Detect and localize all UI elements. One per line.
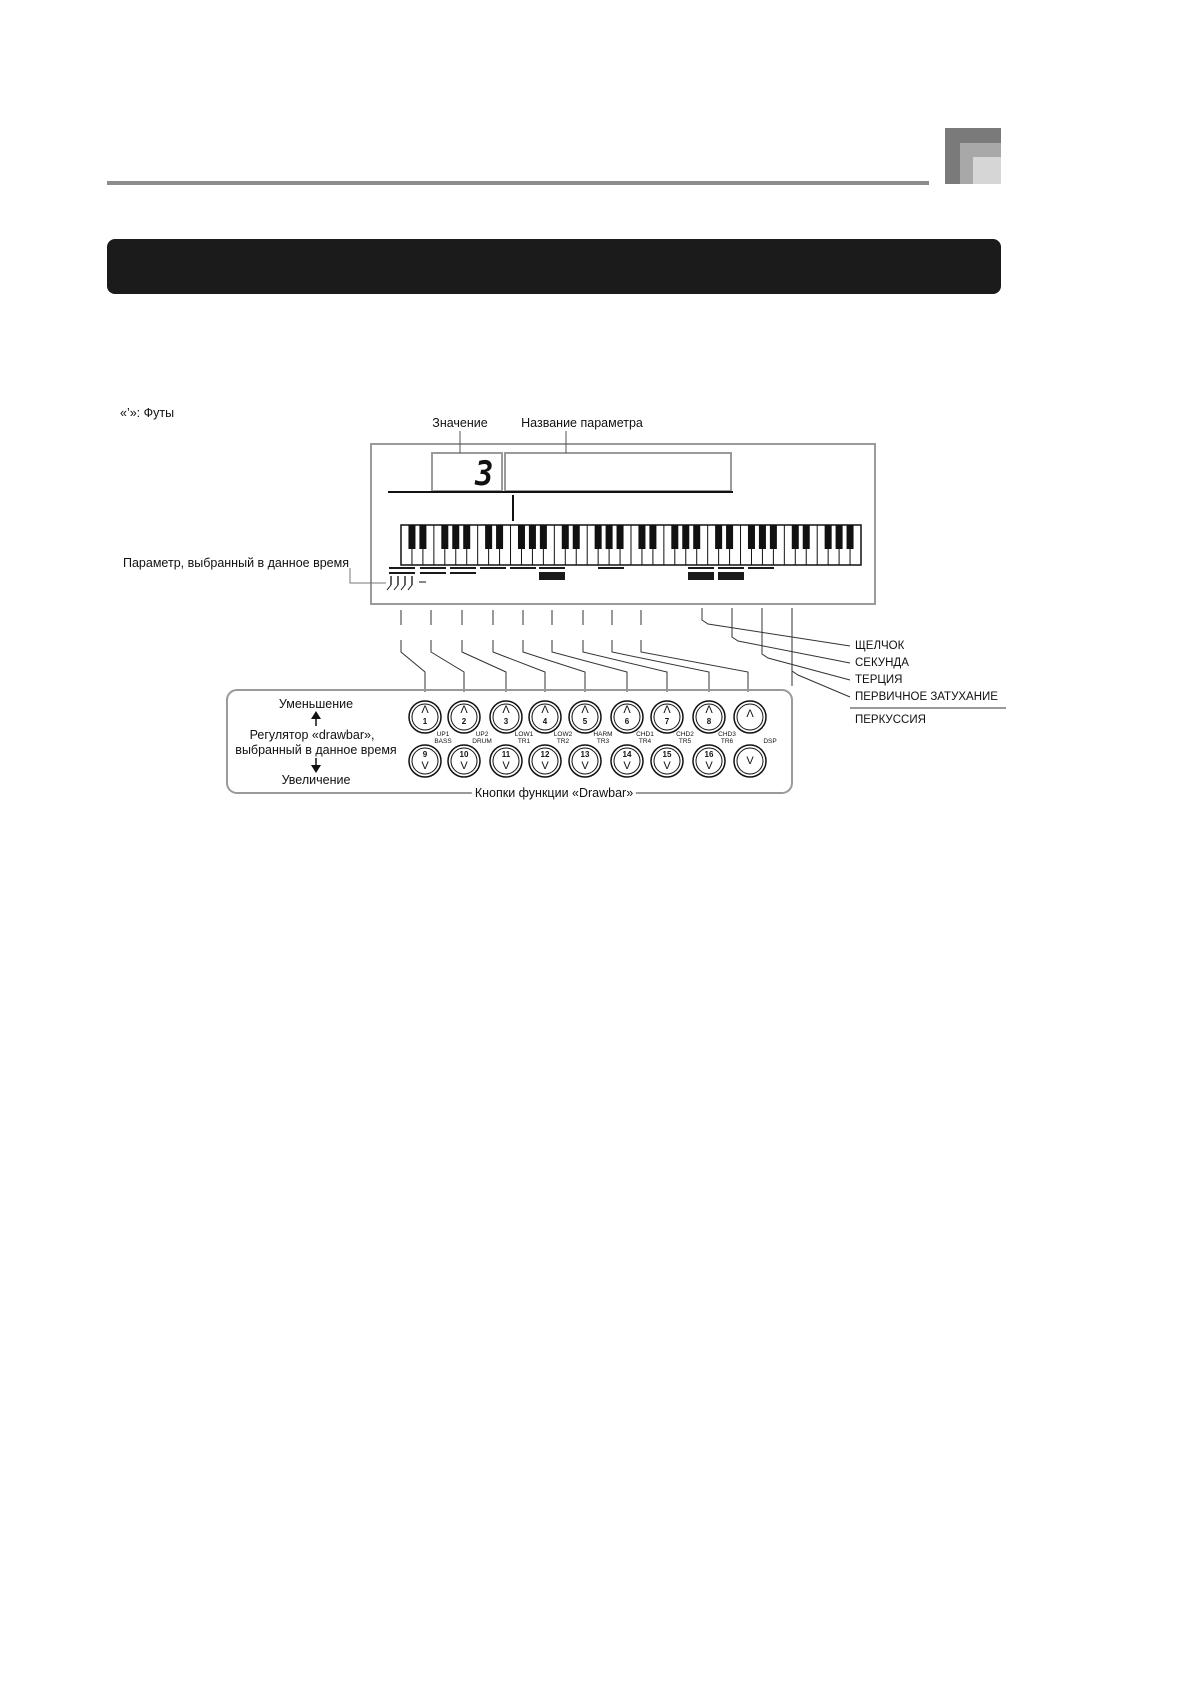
blink-ray bbox=[387, 585, 391, 590]
up-caret-icon: Λ bbox=[460, 704, 468, 716]
param-name-label: Название параметра bbox=[521, 416, 643, 430]
param-name-box bbox=[505, 453, 731, 491]
up-button-number: 6 bbox=[624, 717, 630, 726]
indicator-segment bbox=[718, 572, 744, 580]
black-key bbox=[759, 525, 766, 549]
black-key bbox=[419, 525, 426, 549]
down-button-number: 10 bbox=[459, 750, 469, 759]
leader-line bbox=[552, 640, 627, 692]
down-caret-icon: V bbox=[623, 760, 631, 772]
up-caret-icon: Λ bbox=[541, 704, 549, 716]
black-key bbox=[573, 525, 580, 549]
percussion-click-label: ЩЕЛЧОК bbox=[855, 640, 905, 652]
current-param-label: Параметр, выбранный в данное время bbox=[123, 556, 349, 570]
up-caret-icon: Λ bbox=[502, 704, 510, 716]
down-caret-icon: V bbox=[705, 760, 713, 772]
down-button-number: 16 bbox=[704, 750, 714, 759]
value-label: Значение bbox=[432, 416, 488, 430]
black-key bbox=[617, 525, 624, 549]
indicator-segment bbox=[480, 567, 506, 569]
indicator-segment bbox=[450, 567, 476, 569]
part-label-top: LOW2 bbox=[553, 731, 573, 738]
up-button-number: 5 bbox=[582, 717, 588, 726]
lcd-display bbox=[371, 431, 875, 604]
leader-line bbox=[462, 640, 506, 692]
part-label-top: UP1 bbox=[436, 731, 450, 738]
up-caret-icon: Λ bbox=[663, 704, 671, 716]
black-key bbox=[836, 525, 843, 549]
black-key bbox=[452, 525, 459, 549]
black-key bbox=[693, 525, 700, 549]
down-caret-icon: V bbox=[663, 760, 671, 772]
black-key bbox=[803, 525, 810, 549]
down-button-number: 14 bbox=[622, 750, 632, 759]
part-label-bottom: TR3 bbox=[596, 738, 610, 745]
lcd-frame bbox=[371, 444, 875, 604]
down-caret-icon: V bbox=[460, 760, 468, 772]
up-caret-icon: Λ bbox=[705, 704, 713, 716]
leader-line bbox=[493, 640, 545, 692]
indicator-segment bbox=[389, 572, 415, 574]
indicator-segment bbox=[748, 567, 774, 569]
leader-line bbox=[401, 640, 425, 692]
part-label-bottom: DRUM bbox=[472, 738, 492, 745]
up-caret-icon: Λ bbox=[581, 704, 589, 716]
part-label-bottom: TR1 bbox=[517, 738, 531, 745]
down-button-number: 9 bbox=[422, 750, 428, 759]
leader-line bbox=[641, 640, 748, 692]
part-label-bottom: TR5 bbox=[678, 738, 692, 745]
part-label-bottom: DSP bbox=[763, 738, 777, 745]
black-key bbox=[562, 525, 569, 549]
black-key bbox=[649, 525, 656, 549]
down-button-number: 13 bbox=[580, 750, 590, 759]
down-button-number: 11 bbox=[501, 750, 511, 759]
up-caret-icon: Λ bbox=[746, 708, 754, 720]
indicator-segment bbox=[420, 567, 446, 569]
part-label-bottom: TR2 bbox=[556, 738, 570, 745]
down-caret-icon: V bbox=[746, 755, 754, 767]
part-label-top: LOW1 bbox=[514, 731, 534, 738]
down-caret-icon: V bbox=[421, 760, 429, 772]
indicator-segment bbox=[598, 567, 624, 569]
indicator-segment bbox=[688, 572, 714, 580]
black-key bbox=[540, 525, 547, 549]
down-caret-icon: V bbox=[502, 760, 510, 772]
black-key bbox=[529, 525, 536, 549]
indicator-segment bbox=[420, 572, 446, 574]
black-key bbox=[638, 525, 645, 549]
indicator-bars bbox=[350, 567, 774, 590]
value-digit: 3 bbox=[475, 454, 494, 494]
black-key bbox=[408, 525, 415, 549]
black-key bbox=[748, 525, 755, 549]
black-key bbox=[715, 525, 722, 549]
selector-label-line2: выбранный в данное время bbox=[235, 743, 397, 757]
leader-line bbox=[431, 640, 464, 692]
blink-ray bbox=[401, 585, 405, 590]
up-button-number: 2 bbox=[461, 717, 467, 726]
part-label-top: HARM bbox=[593, 731, 613, 738]
leader-line bbox=[583, 640, 667, 692]
part-label-top: UP2 bbox=[475, 731, 489, 738]
increase-arrow-head bbox=[311, 765, 321, 773]
up-caret-icon: Λ bbox=[623, 704, 631, 716]
indicator-segment bbox=[718, 567, 744, 569]
indicator-segment bbox=[389, 567, 415, 569]
black-key bbox=[606, 525, 613, 549]
percussion-leader bbox=[732, 608, 850, 663]
indicator-segment bbox=[688, 567, 714, 569]
black-key bbox=[595, 525, 602, 549]
down-button-number: 12 bbox=[540, 750, 550, 759]
black-key bbox=[518, 525, 525, 549]
percussion-third-label: ТЕРЦИЯ bbox=[855, 674, 903, 686]
part-label-top: CHD2 bbox=[676, 731, 694, 738]
part-label-bottom: TR6 bbox=[720, 738, 734, 745]
part-label-top: CHD1 bbox=[636, 731, 654, 738]
up-button-number: 4 bbox=[542, 717, 548, 726]
black-key bbox=[825, 525, 832, 549]
part-label-bottom: BASS bbox=[434, 738, 452, 745]
black-key bbox=[671, 525, 678, 549]
part-label-top: CHD3 bbox=[718, 731, 736, 738]
down-caret-icon: V bbox=[541, 760, 549, 772]
black-key bbox=[463, 525, 470, 549]
increase-label: Увеличение bbox=[281, 773, 351, 787]
decrease-label: Уменьшение bbox=[278, 697, 354, 711]
black-key bbox=[792, 525, 799, 549]
indicator-segment bbox=[539, 567, 565, 569]
black-key bbox=[682, 525, 689, 549]
panel-caption: Кнопки функции «Drawbar» bbox=[472, 787, 636, 800]
decrease-arrow-head bbox=[311, 711, 321, 719]
up-button-number: 8 bbox=[706, 717, 712, 726]
black-key bbox=[496, 525, 503, 549]
black-key bbox=[770, 525, 777, 549]
black-key bbox=[847, 525, 854, 549]
black-key bbox=[726, 525, 733, 549]
up-button-number: 1 bbox=[422, 717, 428, 726]
indicator-segment bbox=[539, 572, 565, 580]
current-param-leader bbox=[350, 568, 386, 583]
leader-line bbox=[523, 640, 585, 692]
percussion-leader bbox=[792, 608, 850, 697]
percussion-leader bbox=[702, 608, 850, 646]
black-key bbox=[441, 525, 448, 549]
keyboard-graphic bbox=[401, 525, 861, 565]
indicator-segment bbox=[450, 572, 476, 574]
down-button-number: 15 bbox=[662, 750, 672, 759]
blink-ray bbox=[394, 585, 398, 590]
down-caret-icon: V bbox=[581, 760, 589, 772]
percussion-decay-label: ПЕРВИЧНОЕ ЗАТУХАНИЕ bbox=[855, 691, 998, 703]
indicator-segment bbox=[510, 567, 536, 569]
percussion-second-label: СЕКУНДА bbox=[855, 657, 909, 669]
black-key bbox=[485, 525, 492, 549]
feet-note: «’»: Футы bbox=[120, 406, 175, 420]
part-label-bottom: TR4 bbox=[638, 738, 652, 745]
up-caret-icon: Λ bbox=[421, 704, 429, 716]
blink-ray bbox=[408, 585, 412, 590]
up-button-number: 7 bbox=[664, 717, 670, 726]
up-button-number: 3 bbox=[503, 717, 509, 726]
selector-label-line1: Регулятор «drawbar», bbox=[249, 728, 375, 742]
percussion-group-label: ПЕРКУССИЯ bbox=[855, 714, 926, 726]
